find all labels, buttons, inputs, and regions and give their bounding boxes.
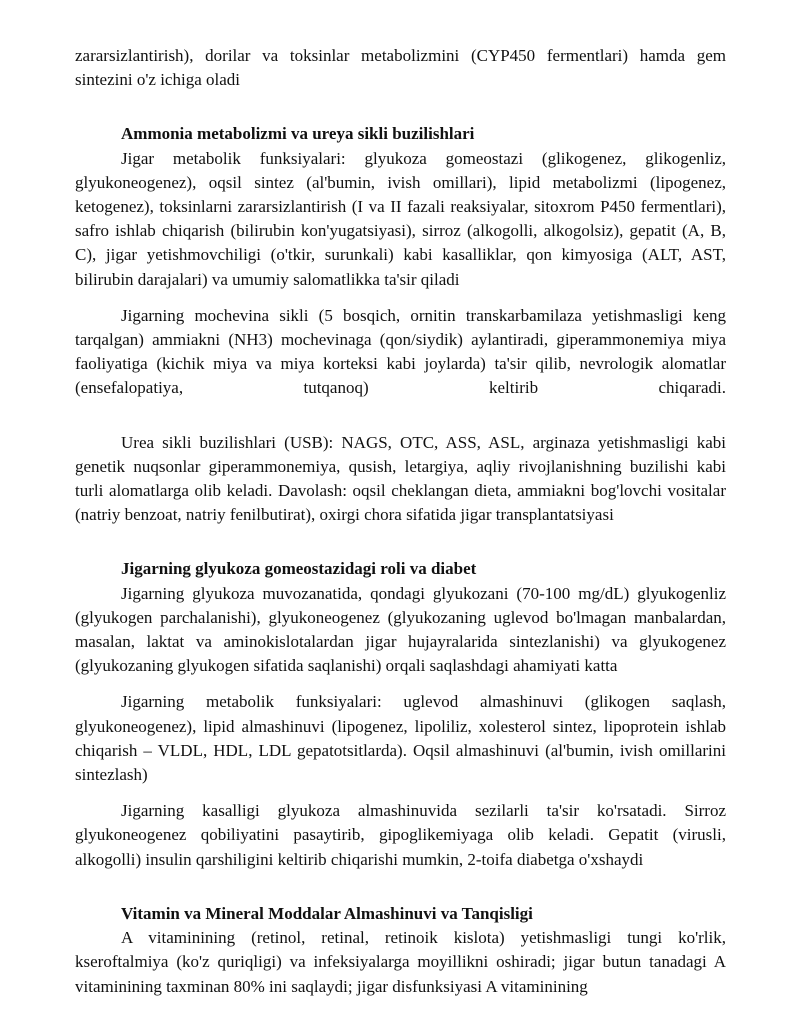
paragraph-ammonia-2: Jigarning mochevina sikli (5 bosqich, ornitin transkarbamilaza yetishmasligi keng tarqalgan) ammiakni (NH3) mochevinaga (qon/siydik) aylantiradi, giperammonemiya miya faoliyatiga (kichik miya va miya korteksi kabi joylarda) ta'sir qilib, nevrologik alomatlar (ensefalopatiya, tutqanoq) keltirib chiqaradi. [75,305,726,398]
paragraph-glucose-3: Jigarning kasalligi glyukoza almashinuvida sezilarli ta'sir ko'rsatadi. Sirroz glyukoneogenez qobiliyatini pasaytirib, gipoglikemiyaga olib keladi. Gepatit (virusli, alkogolli) insulin qarshiligini keltirib chiqarishi mumkin, 2-toifa diabetga o'xshaydi [75,801,726,869]
paragraph-glucose-1: Jigarning glyukoza muvozanatida, qondagi glyukozani (70-100 mg/dL) glyukogenliz (glyukogen parchalanishi), glyukoneogenez (glyukozaning uglevod bo'lmagan manbalardan, masalan, laktat va aminokislotalardan jigar hujayralarida sintezlanishi) va glyukogenez (glyukozaning glyukogen sifatida saqlanishi) orqali saqlashdagi ahamiyati katta [75,583,726,676]
paragraph-intro-continuation: zararsizlantirish), dorilar va toksinlar metabolizmini (CYP450 fermentlari) hamda gem sintezini o'z ichiga oladi [75,46,726,90]
heading-glucose: Jigarning glyukoza gomeostazidagi roli va diabet [121,559,477,579]
paragraph-ammonia-1: Jigar metabolik funksiyalari: glyukoza gomeostazi (glikogenez, glikogenliz, glyukoneogenez), oqsil sintez (al'bumin, ivish omillari), lipid metabolizmi (lipogenez, ketogenez), toksinlarni zararsizlantirish (I va II fazali reaksiyalar, sitoxrom P450 fermentlari), safro ishlab chiqarish (bilirubin kon'yugatsiyasi), sirroz (alkogolli, alkogolsiz), gepatit (A, B, C), jigar yetishmovchiligi (o'tkir, surunkali) kabi kasalliklar, qon kimyosiga (ALT, AST, bilirubin darajalari) va umumiy salomatlikka ta'sir qiladi [75,148,726,289]
paragraph-ammonia-3: Urea sikli buzilishlari (USB): NAGS, OTC, ASS, ASL, arginaza yetishmasligi kabi genetik nuqsonlar giperammonemiya, qusish, letargiya, aqliy rivojlanishning buzilishi kabi turli alomatlarga olib keladi. Davolash: oqsil cheklangan dieta, ammiakni bog'lovchi vositalar (natriy benzoat, natriy fenilbutirat), oxirgi chora sifatida jigar transplantatsiyasi [75,432,726,525]
paragraph-glucose-2: Jigarning metabolik funksiyalari: uglevod almashinuvi (glikogen saqlash, glyukoneogenez), lipid almashinuvi (lipogenez, lipoliliz, xolesterol sintez, lipoprotein ishlab chiqarish – VLDL, HDL, LDL gepatotsitlarda). Oqsil almashinuvi (al'bumin, ivish omillarini sintezlash) [75,692,726,785]
paragraph-vitamin-1: A vitaminining (retinol, retinal, retinoik kislota) yetishmasligi tungi ko'rlik, kseroftalmiya (ko'z quriqligi) va infeksiyalarga moyillikni oshiradi; jigar butun tanadagi A vitaminining taxminan 80% ini saqlaydi; jigar disfunksiyasi A vitaminining [75,928,726,996]
heading-vitamin: Vitamin va Mineral Moddalar Almashinuvi va Tanqisligi [121,903,533,923]
document-page [75,44,726,999]
heading-ammonia: Ammonia metabolizmi va ureya sikli buzilishlari [121,124,475,144]
